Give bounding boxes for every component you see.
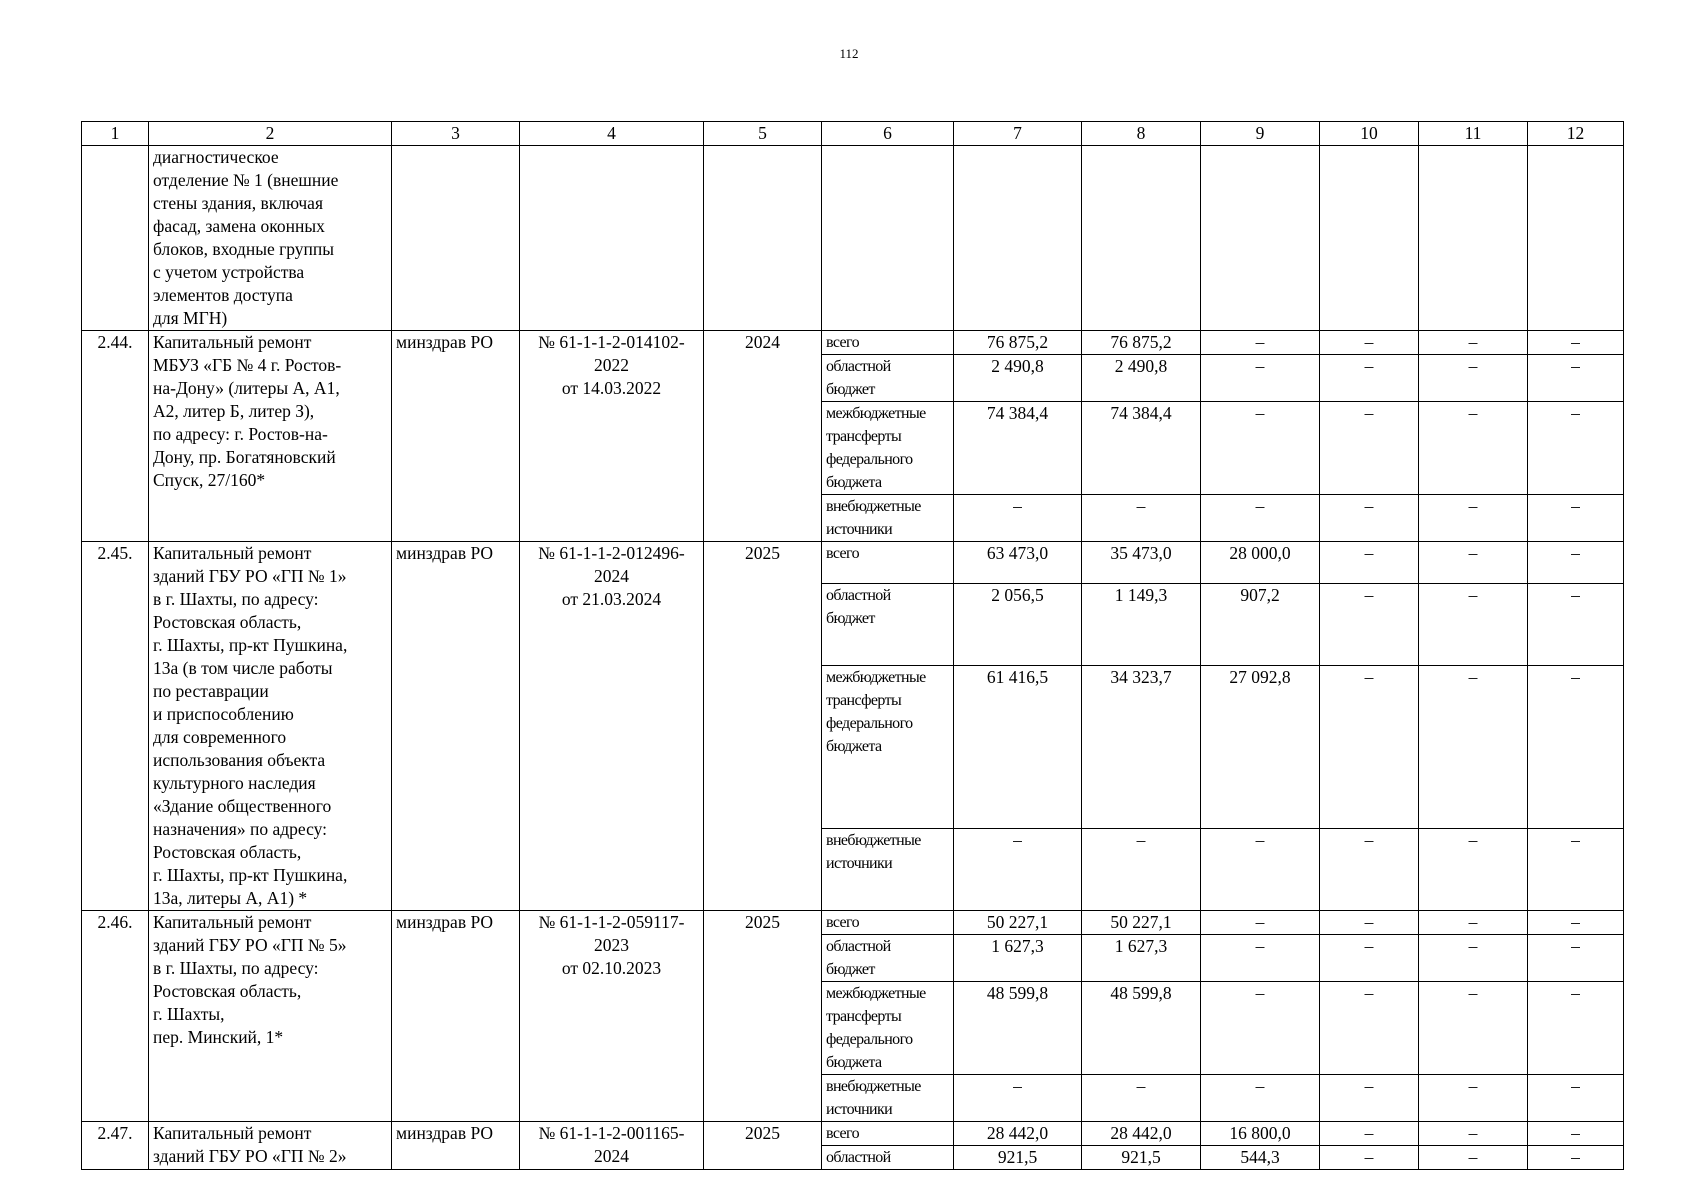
description-line: в г. Шахты, по адресу: bbox=[153, 958, 319, 978]
funding-source-line: межбюджетные bbox=[826, 985, 926, 1002]
object-description bbox=[149, 911, 392, 1122]
funding-source bbox=[822, 1075, 954, 1122]
description-line: в г. Шахты, по адресу: bbox=[153, 589, 319, 609]
funding-source-line: источники bbox=[826, 854, 893, 872]
funding-source-line: межбюджетные bbox=[826, 405, 926, 422]
amount-cell: 2 490,8 bbox=[954, 355, 1082, 402]
description-line: г. Шахты, пр-кт Пушкина, bbox=[153, 635, 348, 655]
column-number: 4 bbox=[520, 122, 704, 146]
amount-cell: 35 473,0 bbox=[1082, 542, 1201, 584]
description-line: Ростовская область, bbox=[153, 981, 302, 1001]
amount-cell: – bbox=[1320, 402, 1419, 495]
table-row bbox=[82, 331, 1624, 355]
funding-source bbox=[822, 1122, 954, 1146]
funding-source-line: областной bbox=[826, 358, 891, 375]
funding-source bbox=[822, 911, 954, 935]
description-line: г. Шахты, пр-кт Пушкина, bbox=[153, 865, 348, 885]
amount-cell: – bbox=[1082, 495, 1201, 542]
amount-cell: 921,5 bbox=[954, 1146, 1082, 1170]
amount-cell: 1 149,3 bbox=[1082, 583, 1201, 665]
agency: минздрав РО bbox=[392, 911, 520, 1122]
amount-cell: – bbox=[1528, 666, 1624, 829]
funding-source-line: бюджета bbox=[826, 474, 882, 491]
description-line: диагностическое bbox=[153, 147, 279, 167]
description-line: 13а (в том числе работы bbox=[153, 658, 333, 678]
amount-cell: – bbox=[1320, 331, 1419, 355]
funding-source bbox=[822, 982, 954, 1075]
amount-cell: – bbox=[1419, 1075, 1528, 1122]
amount-cell: – bbox=[1320, 355, 1419, 402]
amount-cell: – bbox=[954, 828, 1082, 910]
amount-cell: 1 627,3 bbox=[954, 935, 1082, 982]
funding-source-line: источники bbox=[826, 1101, 893, 1118]
amount-cell: 48 599,8 bbox=[1082, 982, 1201, 1075]
expertise-document bbox=[520, 911, 704, 1122]
description-line: «Здание общественного bbox=[153, 796, 332, 816]
amount-cell: – bbox=[1528, 583, 1624, 665]
amount-cell: – bbox=[954, 1075, 1082, 1122]
description-line: Ростовская область, bbox=[153, 612, 302, 632]
amount-cell: – bbox=[1528, 828, 1624, 910]
amount-cell: – bbox=[1201, 355, 1320, 402]
amount-cell: 1 627,3 bbox=[1082, 935, 1201, 982]
amount-cell: – bbox=[954, 495, 1082, 542]
amount-cell: – bbox=[1419, 911, 1528, 935]
document-line: 2023 bbox=[594, 935, 629, 955]
description-line: блоков, входные группы bbox=[153, 239, 335, 259]
funding-source-line: бюджета bbox=[826, 1054, 882, 1071]
description-line: по адресу: г. Ростов-на- bbox=[153, 424, 328, 444]
description-line: на-Дону» (литеры А, А1, bbox=[153, 378, 340, 398]
amount-cell: – bbox=[1419, 935, 1528, 982]
document-line: № 61-1-1-2-012496- bbox=[538, 543, 685, 563]
description-line: Ростовская область, bbox=[153, 842, 302, 862]
amount-cell: – bbox=[1201, 402, 1320, 495]
amount-cell: – bbox=[1201, 495, 1320, 542]
document-line: № 61-1-1-2-014102- bbox=[538, 332, 685, 352]
amount-cell: – bbox=[1082, 1075, 1201, 1122]
funding-source-line: федерального bbox=[826, 451, 913, 468]
amount-cell: – bbox=[1201, 982, 1320, 1075]
agency: минздрав РО bbox=[392, 542, 520, 911]
expertise-document bbox=[520, 542, 704, 911]
column-number: 9 bbox=[1201, 122, 1320, 146]
document-line: от 14.03.2022 bbox=[561, 378, 662, 398]
amount-cell: 28 442,0 bbox=[1082, 1122, 1201, 1146]
amount-cell: – bbox=[1419, 355, 1528, 402]
description-line: по реставрации bbox=[153, 681, 269, 701]
amount-cell: 50 227,1 bbox=[1082, 911, 1201, 935]
column-number: 3 bbox=[392, 122, 520, 146]
amount-cell: – bbox=[1320, 666, 1419, 829]
funding-source-line: всего bbox=[826, 334, 860, 351]
description-line: А2, литер Б, литер З), bbox=[153, 401, 315, 421]
funding-source-line: межбюджетные bbox=[826, 669, 926, 687]
description-line: назначения» по адресу: bbox=[153, 819, 327, 839]
description-line: 13а, литеры А, А1) * bbox=[153, 888, 308, 908]
amount-cell: 2 056,5 bbox=[954, 583, 1082, 665]
completion-year: 2025 bbox=[704, 911, 822, 1122]
amount-cell: – bbox=[1528, 1075, 1624, 1122]
funding-source-line: областной bbox=[826, 938, 891, 955]
funding-source-line: бюджет bbox=[826, 609, 875, 627]
document-line: от 02.10.2023 bbox=[561, 958, 662, 978]
description-line: МБУЗ «ГБ № 4 г. Ростов- bbox=[153, 355, 342, 375]
funding-source bbox=[822, 542, 954, 584]
funding-source-line: федерального bbox=[826, 1031, 913, 1048]
funding-source-line: бюджет bbox=[826, 961, 875, 978]
agency: минздрав РО bbox=[392, 1122, 520, 1170]
amount-cell: – bbox=[1419, 982, 1528, 1075]
amount-cell: 74 384,4 bbox=[954, 402, 1082, 495]
amount-cell: – bbox=[1528, 355, 1624, 402]
amount-cell: 16 800,0 bbox=[1201, 1122, 1320, 1146]
funding-source-line: федерального bbox=[826, 715, 913, 733]
column-number: 2 bbox=[149, 122, 392, 146]
amount-cell: – bbox=[1419, 402, 1528, 495]
funding-source-line: всего bbox=[826, 545, 860, 562]
funding-source-line: бюджета bbox=[826, 738, 882, 756]
funding-source bbox=[822, 402, 954, 495]
column-number: 5 bbox=[704, 122, 822, 146]
document-line: 2024 bbox=[594, 1146, 629, 1166]
amount-cell: 48 599,8 bbox=[954, 982, 1082, 1075]
funding-source-line: трансферты bbox=[826, 692, 902, 710]
funding-source bbox=[822, 1146, 954, 1170]
amount-cell: – bbox=[1320, 495, 1419, 542]
row-number: 2.45. bbox=[82, 542, 149, 911]
amount-cell: – bbox=[1528, 495, 1624, 542]
column-number: 11 bbox=[1419, 122, 1528, 146]
description-line: Спуск, 27/160* bbox=[153, 470, 266, 490]
object-description bbox=[149, 542, 392, 911]
amount-cell: – bbox=[1082, 828, 1201, 910]
description-line: зданий ГБУ РО «ГП № 1» bbox=[153, 566, 347, 586]
amount-cell: 76 875,2 bbox=[1082, 331, 1201, 355]
document-line: 2024 bbox=[594, 566, 629, 586]
amount-cell: – bbox=[1201, 331, 1320, 355]
description-line: элементов доступа bbox=[153, 285, 293, 305]
amount-cell: – bbox=[1320, 1075, 1419, 1122]
table-row bbox=[82, 146, 1624, 331]
funding-source-line: трансферты bbox=[826, 1008, 902, 1025]
funding-source-line: внебюджетные bbox=[826, 831, 921, 849]
amount-cell: – bbox=[1528, 935, 1624, 982]
amount-cell: – bbox=[1320, 982, 1419, 1075]
amount-cell: 63 473,0 bbox=[954, 542, 1082, 584]
description-line: Дону, пр. Богатяновский bbox=[153, 447, 336, 467]
document-line: № 61-1-1-2-059117- bbox=[538, 912, 685, 932]
description-line: зданий ГБУ РО «ГП № 5» bbox=[153, 935, 347, 955]
amount-cell: – bbox=[1419, 1146, 1528, 1170]
description-line: отделение № 1 (внешние bbox=[153, 170, 339, 190]
amount-cell: – bbox=[1320, 935, 1419, 982]
expertise-document bbox=[520, 1122, 704, 1170]
amount-cell: – bbox=[1528, 1146, 1624, 1170]
description-line: зданий ГБУ РО «ГП № 2» bbox=[153, 1146, 347, 1166]
completion-year: 2025 bbox=[704, 1122, 822, 1170]
completion-year: 2025 bbox=[704, 542, 822, 911]
document-line: 2022 bbox=[594, 355, 629, 375]
column-number: 8 bbox=[1082, 122, 1201, 146]
description-line: г. Шахты, bbox=[153, 1004, 225, 1024]
funding-source-line: областной bbox=[826, 586, 891, 604]
description-line: и приспособлению bbox=[153, 704, 294, 724]
funding-source bbox=[822, 495, 954, 542]
description-line: пер. Минский, 1* bbox=[153, 1027, 284, 1047]
description-line: культурного наследия bbox=[153, 773, 316, 793]
amount-cell: 2 490,8 bbox=[1082, 355, 1201, 402]
document-line: от 21.03.2024 bbox=[561, 589, 662, 609]
amount-cell: – bbox=[1320, 1122, 1419, 1146]
amount-cell: 76 875,2 bbox=[954, 331, 1082, 355]
amount-cell: – bbox=[1528, 331, 1624, 355]
object-description bbox=[149, 1122, 392, 1170]
amount-cell: 907,2 bbox=[1201, 583, 1320, 665]
description-line: стены здания, включая bbox=[153, 193, 324, 213]
object-description bbox=[149, 146, 392, 331]
description-line: Капитальный ремонт bbox=[153, 1123, 312, 1143]
amount-cell: – bbox=[1528, 1122, 1624, 1146]
amount-cell: – bbox=[1320, 911, 1419, 935]
amount-cell: – bbox=[1201, 828, 1320, 910]
amount-cell: 50 227,1 bbox=[954, 911, 1082, 935]
description-line: для МГН) bbox=[153, 308, 228, 328]
amount-cell: 28 442,0 bbox=[954, 1122, 1082, 1146]
funding-source-line: всего bbox=[826, 914, 860, 931]
description-line: фасад, замена оконных bbox=[153, 216, 325, 236]
funding-source bbox=[822, 666, 954, 829]
table-row bbox=[82, 911, 1624, 935]
funding-source-line: областной bbox=[826, 1149, 891, 1166]
amount-cell: – bbox=[1419, 583, 1528, 665]
object-description bbox=[149, 331, 392, 542]
row-number: 2.47. bbox=[82, 1122, 149, 1170]
funding-source-line: внебюджетные bbox=[826, 1078, 921, 1095]
amount-cell: – bbox=[1419, 542, 1528, 584]
amount-cell: 544,3 bbox=[1201, 1146, 1320, 1170]
funding-source bbox=[822, 935, 954, 982]
document-line: № 61-1-1-2-001165- bbox=[538, 1123, 685, 1143]
expertise-document bbox=[520, 331, 704, 542]
budget-table bbox=[81, 121, 1624, 1170]
completion-year: 2024 bbox=[704, 331, 822, 542]
description-line: Капитальный ремонт bbox=[153, 543, 312, 563]
row-number: 2.46. bbox=[82, 911, 149, 1122]
funding-source bbox=[822, 355, 954, 402]
amount-cell: – bbox=[1528, 542, 1624, 584]
column-number: 7 bbox=[954, 122, 1082, 146]
funding-source-line: внебюджетные bbox=[826, 498, 921, 515]
description-line: с учетом устройства bbox=[153, 262, 305, 282]
amount-cell: – bbox=[1320, 828, 1419, 910]
amount-cell: – bbox=[1528, 911, 1624, 935]
amount-cell: 61 416,5 bbox=[954, 666, 1082, 829]
amount-cell: – bbox=[1419, 828, 1528, 910]
amount-cell: – bbox=[1320, 542, 1419, 584]
amount-cell: 27 092,8 bbox=[1201, 666, 1320, 829]
funding-source-line: трансферты bbox=[826, 428, 902, 445]
funding-source-line: всего bbox=[826, 1125, 860, 1142]
amount-cell: – bbox=[1201, 935, 1320, 982]
table-row bbox=[82, 542, 1624, 584]
column-number: 12 bbox=[1528, 122, 1624, 146]
amount-cell: 74 384,4 bbox=[1082, 402, 1201, 495]
funding-source bbox=[822, 828, 954, 910]
description-line: Капитальный ремонт bbox=[153, 912, 312, 932]
description-line: использования объекта bbox=[153, 750, 326, 770]
amount-cell: 34 323,7 bbox=[1082, 666, 1201, 829]
amount-cell: 28 000,0 bbox=[1201, 542, 1320, 584]
amount-cell: – bbox=[1528, 402, 1624, 495]
column-number-row bbox=[82, 122, 1624, 146]
amount-cell: – bbox=[1201, 911, 1320, 935]
funding-source bbox=[822, 583, 954, 665]
amount-cell: – bbox=[1419, 666, 1528, 829]
column-number: 1 bbox=[82, 122, 149, 146]
funding-source-line: источники bbox=[826, 521, 893, 538]
amount-cell: – bbox=[1419, 1122, 1528, 1146]
funding-source bbox=[822, 331, 954, 355]
description-line: для современного bbox=[153, 727, 287, 747]
column-number: 10 bbox=[1320, 122, 1419, 146]
amount-cell: – bbox=[1419, 331, 1528, 355]
page-number: 112 bbox=[839, 46, 859, 61]
amount-cell: 921,5 bbox=[1082, 1146, 1201, 1170]
description-line: Капитальный ремонт bbox=[153, 332, 312, 352]
funding-source-line: бюджет bbox=[826, 381, 875, 398]
amount-cell: – bbox=[1201, 1075, 1320, 1122]
amount-cell: – bbox=[1419, 495, 1528, 542]
column-number: 6 bbox=[822, 122, 954, 146]
amount-cell: – bbox=[1320, 583, 1419, 665]
row-number: 2.44. bbox=[82, 331, 149, 542]
agency: минздрав РО bbox=[392, 331, 520, 542]
amount-cell: – bbox=[1320, 1146, 1419, 1170]
amount-cell: – bbox=[1528, 982, 1624, 1075]
table-row bbox=[82, 1122, 1624, 1146]
